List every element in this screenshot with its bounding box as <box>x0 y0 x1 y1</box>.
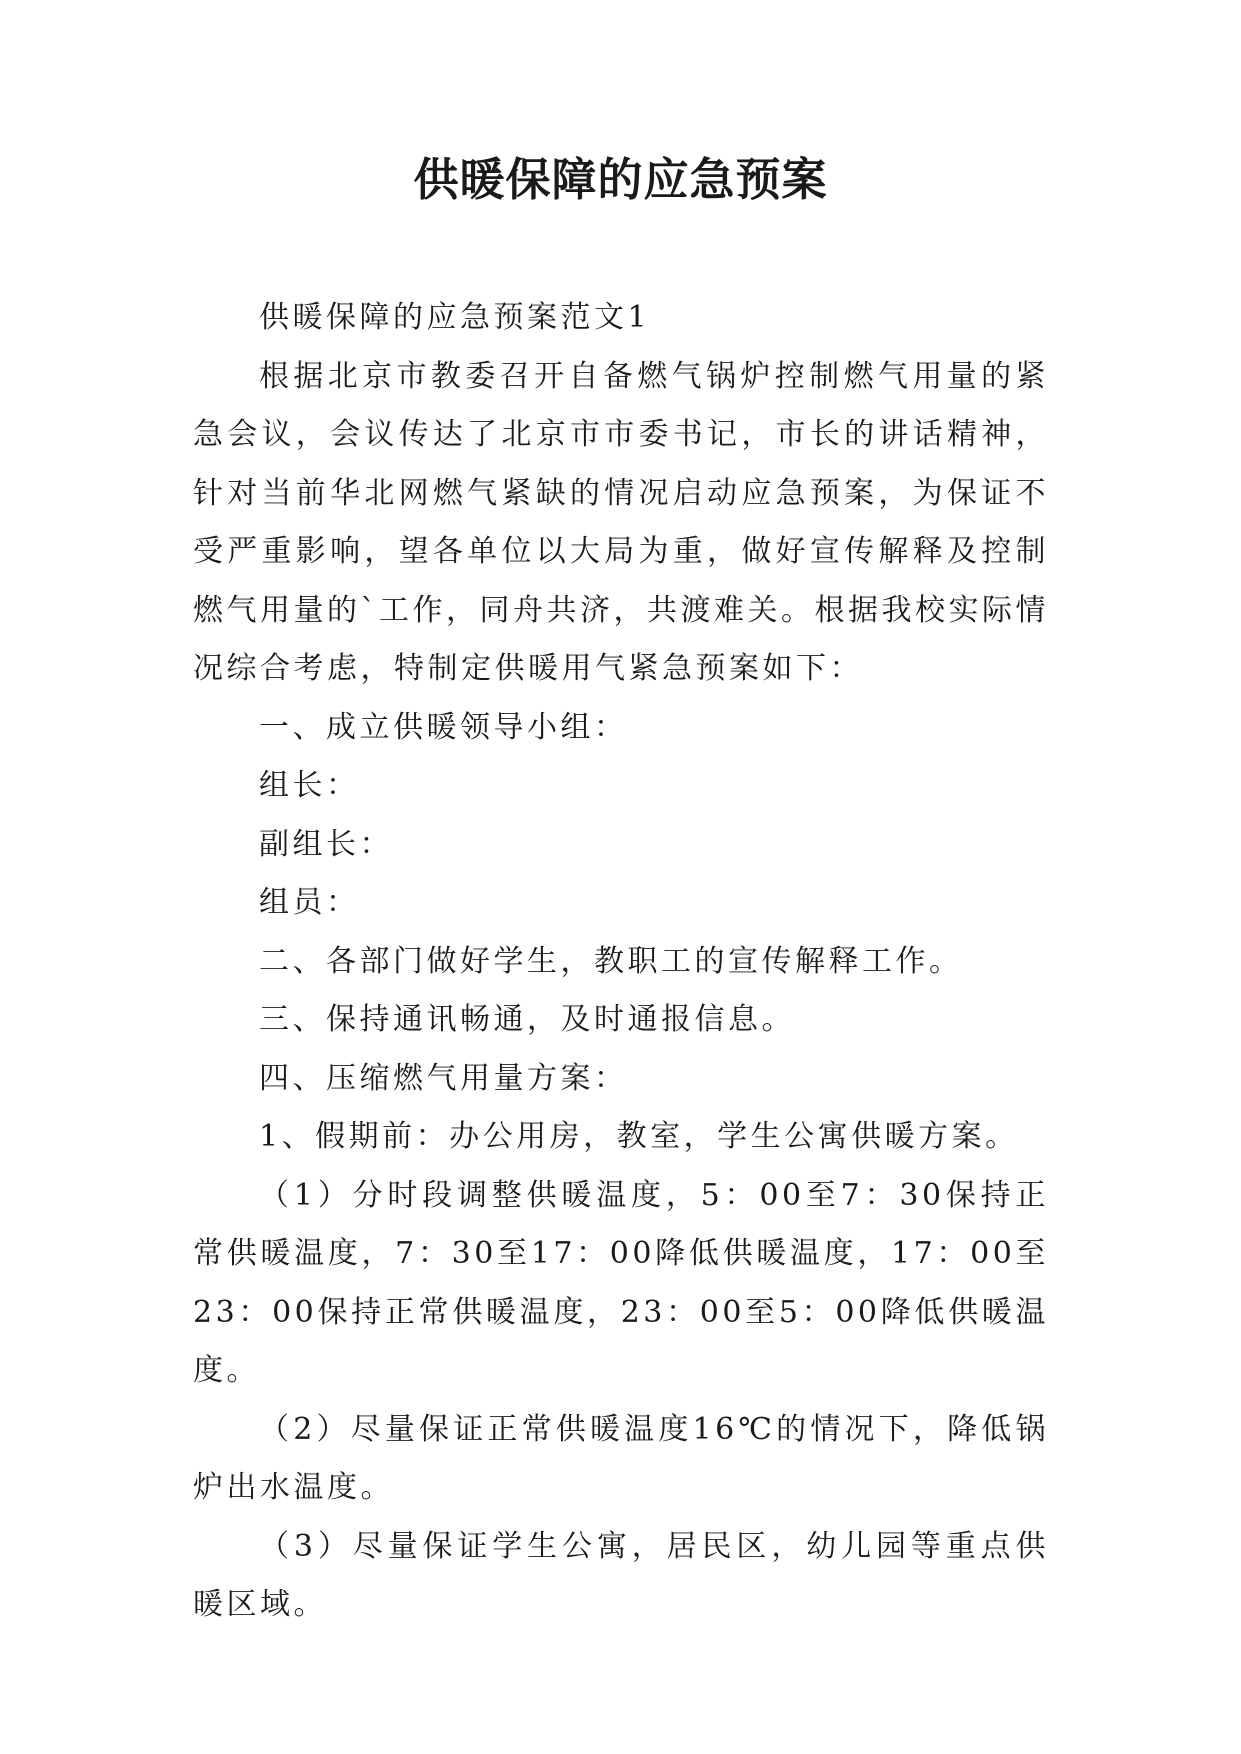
paragraph-subitem-3: （3）尽量保证学生公寓，居民区，幼儿园等重点供暖区域。 <box>193 1528 1049 1622</box>
paragraph-intro: 根据北京市教委召开自备燃气锅炉控制燃气用量的紧急会议，会议传达了北京市市委书记，市长的讲话精神，针对当前华北网燃气紧缺的情况启动应急预案，为保证不受严重影响，望各单位以大局为重，做好宣传解释及控制燃气用量的`工作，同舟共济，共渡难关。根据我校实际情况综合考虑，特制定供暖用气紧急预案如下： <box>193 358 1049 686</box>
paragraph-section-3: 三、保持通讯畅通，及时通报信息。 <box>259 1002 795 1037</box>
document-body <box>193 289 1049 1635</box>
paragraph-section-2: 二、各部门做好学生，教职工的宣传解释工作。 <box>259 943 963 979</box>
paragraph-subitem-2: （2）尽量保证正常供暖温度16℃的情况下，降低锅炉出水温度。 <box>193 1411 1049 1505</box>
document-title: 供暖保障的应急预案 <box>413 153 828 206</box>
paragraph-subtitle: 供暖保障的应急预案范文1 <box>259 300 651 335</box>
paragraph-item-1: 1、假期前：办公用房，教室，学生公寓供暖方案。 <box>259 1119 1019 1154</box>
paragraph-subitem-1: （1）分时段调整供暖温度，5：00至7：30保持正常供暖温度，7：30至17：00降低供暖温度，17：00至23：00保持正常供暖温度，23：00至5：00降低供暖温度。 <box>193 1177 1049 1388</box>
paragraph-members: 组员： <box>259 885 360 920</box>
paragraph-deputy-leader: 副组长： <box>259 826 393 862</box>
paragraph-leader: 组长： <box>259 768 360 803</box>
paragraph-section-4: 四、压缩燃气用量方案： <box>259 1060 628 1096</box>
paragraph-section-1: 一、成立供暖领导小组： <box>259 709 628 745</box>
